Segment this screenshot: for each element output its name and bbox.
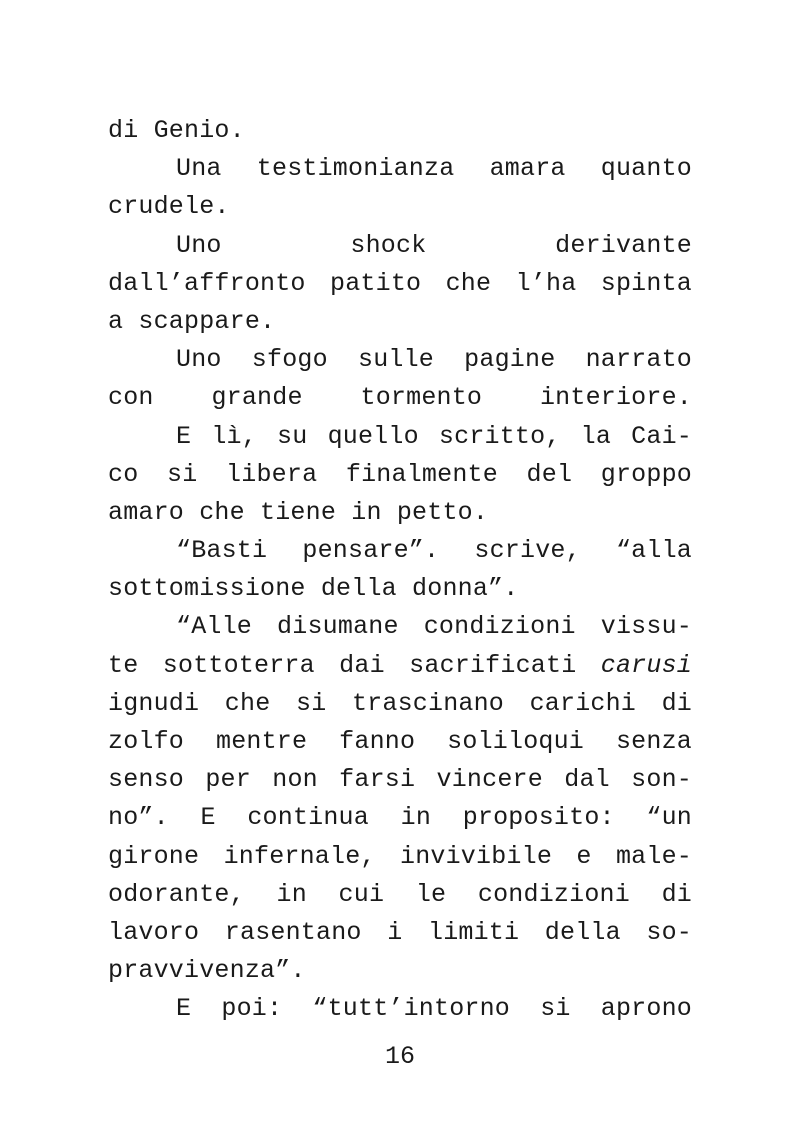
text-line: dall’affronto patito che l’ha spinta <box>108 268 692 298</box>
text-line: Uno shock derivante <box>176 230 692 260</box>
italic-word: carusi <box>600 650 692 680</box>
text-line: girone infernale, invivibile e male- <box>108 841 692 871</box>
text-line: Uno sfogo sulle pagine narrato <box>176 345 692 375</box>
text-line: senso per non farsi vincere dal son- <box>108 765 692 795</box>
text-line: ignudi che si trascinano carichi di <box>108 688 692 718</box>
text-line: “Alle disumane condizioni vissu- <box>176 612 692 642</box>
text-line: pravvivenza”. <box>108 956 306 986</box>
body-text <box>108 112 692 1029</box>
text-line-with-italic <box>108 647 692 685</box>
text-line: no”. E continua in proposito: “un <box>108 803 692 833</box>
text-line: co si libera finalmente del groppo <box>108 459 692 489</box>
text-line: E poi: “tutt’intorno si aprono <box>176 994 692 1024</box>
text-run: te sottoterra dai sacrificati <box>108 650 601 680</box>
text-line: crudele. <box>108 192 230 222</box>
text-line: di Genio. <box>108 116 245 145</box>
text-line: odorante, in cui le condizioni di <box>108 879 692 909</box>
text-line: a scappare. <box>108 306 276 336</box>
text-line: con grande tormento interiore. <box>108 383 692 413</box>
text-line: E lì, su quello scritto, la Cai- <box>176 421 692 451</box>
text-line: Una testimonianza amara quanto <box>176 154 692 184</box>
text-line: sottomissione della donna”. <box>108 574 519 604</box>
page-number: 16 <box>384 1042 415 1071</box>
text-line: zolfo mentre fanno soliloqui senza <box>108 727 692 756</box>
text-line: lavoro rasentano i limiti della so- <box>108 917 692 947</box>
text-line: amaro che tiene in petto. <box>108 497 489 527</box>
text-line: “Basti pensare”. scrive, “alla <box>176 536 692 566</box>
